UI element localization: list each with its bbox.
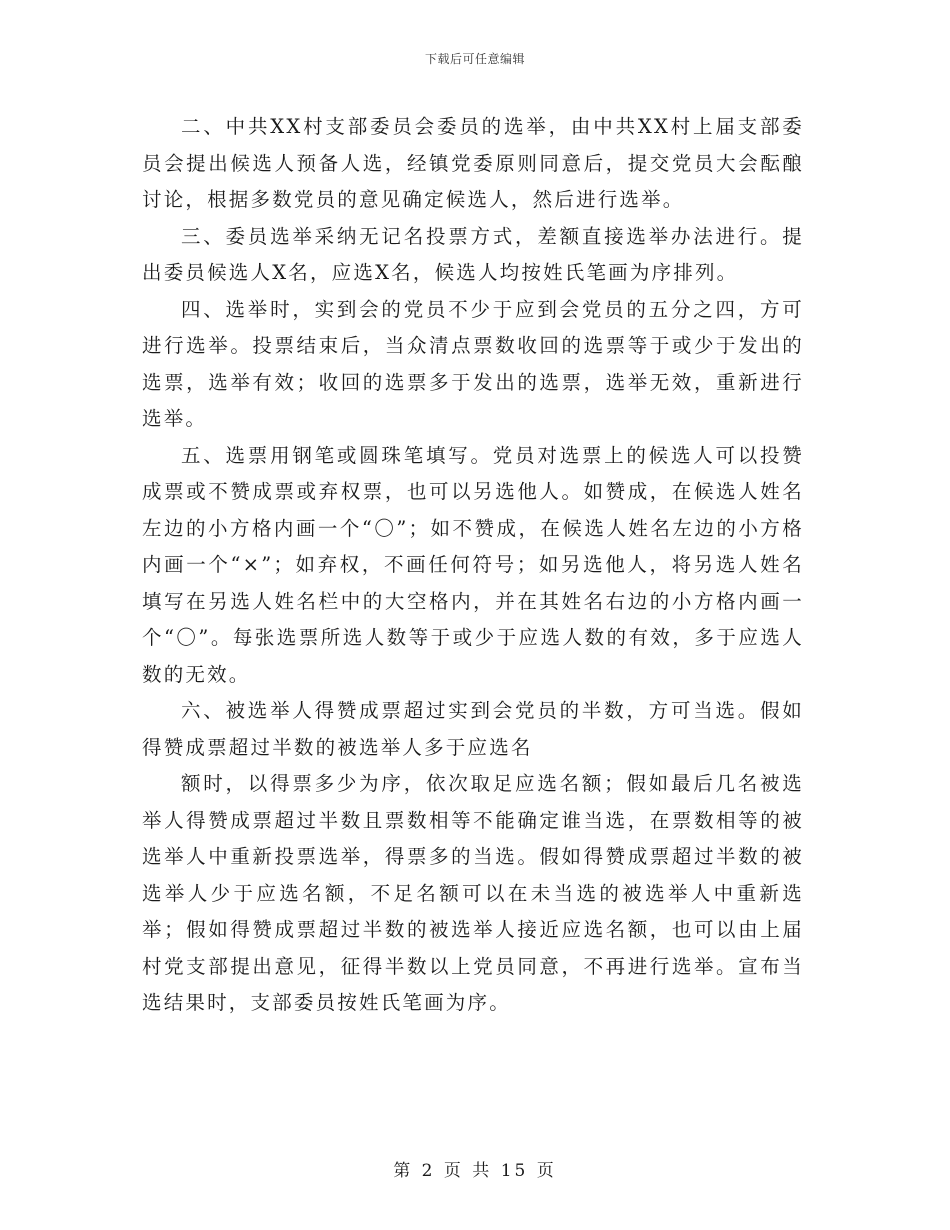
paragraph-2: 二、中共XX村支部委员会委员的选举，由中共XX村上届支部委员会提出候选人预备人选，经镇党委原则同意后，提交党员大会酝酿讨论，根据多数党员的意见确定候选人，然后进行选举。	[142, 115, 804, 211]
paragraph-5: 五、选票用钢笔或圆珠笔填写。党员对选票上的候选人可以投赞成票或不赞成票或弃权票，也可以另选他人。如赞成，在候选人姓名左边的小方格内画一个“〇”；如不赞成，在候选人姓名左边的小方格内画一个“×”；如弃权，不画任何符号；如另选他人，将另选人姓名填写在另选人姓名栏中的大空格内，并在其姓名右边的小方格内画一个“〇”。每张选票所选人数等于或少于应选人数的有效，多于应选人数的无效。	[142, 443, 804, 686]
paragraph-3: 三、委员选举采纳无记名投票方式，差额直接选举办法进行。提出委员候选人X名，应选X名，候选人均按姓氏笔画为序排列。	[142, 224, 804, 284]
page-number: 第 2 页 共 15 页	[393, 1161, 557, 1181]
paragraph-6-continued: 额时，以得票多少为序，依次取足应选名额；假如最后几名被选举人得赞成票超过半数且票数相等不能确定谁当选，在票数相等的被选举人中重新投票选举，得票多的当选。假如得赞成票超过半数的被选举人少于应选名额，不足名额可以在未当选的被选举人中重新选举；假如得赞成票超过半数的被选举人接近应选名额，也可以由上届村党支部提出意见，征得半数以上党员同意，不再进行选举。宣布当选结果时，支部委员按姓氏笔画为序。	[142, 772, 804, 1014]
paragraph-6: 六、被选举人得赞成票超过实到会党员的半数，方可当选。假如得赞成票超过半数的被选举人多于应选名	[142, 699, 804, 759]
header-note: 下载后可任意编辑	[424, 52, 525, 66]
paragraph-4: 四、选举时，实到会的党员不少于应到会党员的五分之四，方可进行选举。投票结束后，当众清点票数收回的选票等于或少于发出的选票，选举有效；收回的选票多于发出的选票，选举无效，重新进行选举。	[142, 297, 804, 430]
document-body	[142, 109, 804, 1022]
